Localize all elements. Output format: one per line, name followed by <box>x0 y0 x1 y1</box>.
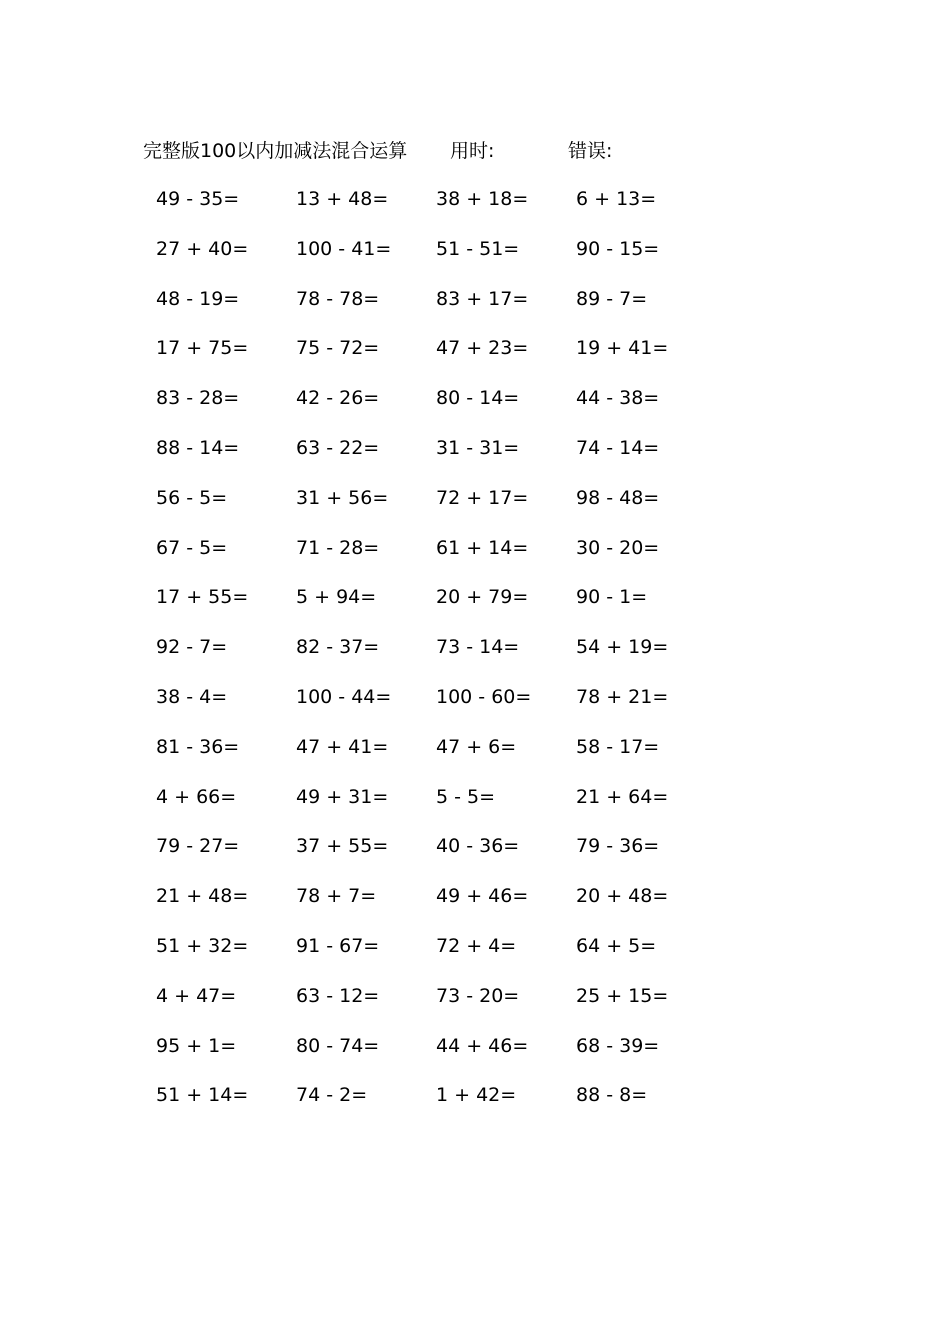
problem-row <box>140 1031 700 1081</box>
math-problem: 4 + 66= <box>156 785 237 808</box>
math-problem: 40 - 36= <box>436 835 520 858</box>
math-problem: 80 - 74= <box>296 1034 380 1057</box>
math-problem: 48 - 19= <box>156 287 240 310</box>
math-problem: 51 + 14= <box>156 1084 249 1107</box>
math-problem: 25 + 15= <box>576 984 669 1007</box>
math-problem: 49 + 46= <box>436 885 529 908</box>
problem-row <box>140 1080 700 1130</box>
math-problem: 4 + 47= <box>156 984 237 1007</box>
problem-row <box>140 333 700 383</box>
math-problem: 31 + 56= <box>296 486 389 509</box>
math-problem: 56 - 5= <box>156 486 228 509</box>
problem-row <box>140 184 700 234</box>
math-problem: 13 + 48= <box>296 188 389 210</box>
problem-row <box>140 284 700 334</box>
math-problem: 81 - 36= <box>156 735 240 758</box>
math-problem: 72 + 17= <box>436 486 529 509</box>
math-problem: 49 + 31= <box>296 785 389 808</box>
worksheet-title: 完整版100以内加减法混合运算 <box>143 140 408 162</box>
math-problem: 63 - 22= <box>296 436 380 459</box>
math-problem: 75 - 72= <box>296 337 380 360</box>
math-problem: 20 + 79= <box>436 586 529 609</box>
problem-row <box>140 582 700 632</box>
math-problem: 78 + 21= <box>576 685 669 708</box>
problem-row <box>140 831 700 881</box>
math-problem: 83 - 28= <box>156 387 240 410</box>
math-problem: 44 + 46= <box>436 1034 529 1057</box>
math-problem: 100 - 60= <box>436 685 532 708</box>
math-problem: 47 + 6= <box>436 735 517 758</box>
math-problem: 64 + 5= <box>576 934 657 957</box>
math-problem: 82 - 37= <box>296 636 380 659</box>
problem-row <box>140 234 700 284</box>
math-problem: 72 + 4= <box>436 934 517 957</box>
math-problem: 74 - 14= <box>576 436 660 459</box>
math-problem: 31 - 31= <box>436 436 520 459</box>
math-problem: 63 - 12= <box>296 984 380 1007</box>
problem-row <box>140 981 700 1031</box>
math-problem: 89 - 7= <box>576 287 648 310</box>
problem-row <box>140 881 700 931</box>
problem-row <box>140 931 700 981</box>
problem-row <box>140 682 700 732</box>
math-problem: 42 - 26= <box>296 387 380 410</box>
math-problem: 1 + 42= <box>436 1084 517 1107</box>
math-problem: 21 + 64= <box>576 785 669 808</box>
math-problem: 73 - 14= <box>436 636 520 659</box>
problem-row <box>140 433 700 483</box>
math-problem: 80 - 14= <box>436 387 520 410</box>
math-problem: 74 - 2= <box>296 1084 368 1107</box>
problem-grid <box>140 184 700 1130</box>
math-problem: 21 + 48= <box>156 885 249 908</box>
math-problem: 49 - 35= <box>156 188 240 210</box>
math-problem: 90 - 15= <box>576 237 660 260</box>
problem-row <box>140 383 700 433</box>
math-problem: 91 - 67= <box>296 934 380 957</box>
math-problem: 79 - 36= <box>576 835 660 858</box>
math-problem: 19 + 41= <box>576 337 669 360</box>
math-problem: 88 - 8= <box>576 1084 648 1107</box>
math-problem: 51 - 51= <box>436 237 520 260</box>
math-problem: 38 - 4= <box>156 685 228 708</box>
math-problem: 71 - 28= <box>296 536 380 559</box>
math-problem: 5 - 5= <box>436 785 496 808</box>
math-problem: 90 - 1= <box>576 586 648 609</box>
math-problem: 17 + 75= <box>156 337 249 360</box>
time-used-label: 用时: <box>450 140 495 162</box>
math-problem: 58 - 17= <box>576 735 660 758</box>
math-problem: 100 - 41= <box>296 237 392 260</box>
math-problem: 95 + 1= <box>156 1034 237 1057</box>
math-problem: 38 + 18= <box>436 188 529 210</box>
problem-row <box>140 483 700 533</box>
math-problem: 79 - 27= <box>156 835 240 858</box>
math-problem: 78 + 7= <box>296 885 377 908</box>
math-problem: 73 - 20= <box>436 984 520 1007</box>
math-problem: 100 - 44= <box>296 685 392 708</box>
problem-row <box>140 782 700 832</box>
worksheet-header <box>143 136 843 166</box>
math-problem: 54 + 19= <box>576 636 669 659</box>
math-problem: 37 + 55= <box>296 835 389 858</box>
math-problem: 6 + 13= <box>576 188 657 210</box>
math-problem: 92 - 7= <box>156 636 228 659</box>
math-problem: 98 - 48= <box>576 486 660 509</box>
math-problem: 5 + 94= <box>296 586 377 609</box>
math-problem: 51 + 32= <box>156 934 249 957</box>
math-problem: 17 + 55= <box>156 586 249 609</box>
math-problem: 83 + 17= <box>436 287 529 310</box>
math-problem: 78 - 78= <box>296 287 380 310</box>
math-problem: 27 + 40= <box>156 237 249 260</box>
math-problem: 20 + 48= <box>576 885 669 908</box>
problem-row <box>140 632 700 682</box>
math-problem: 47 + 23= <box>436 337 529 360</box>
math-problem: 68 - 39= <box>576 1034 660 1057</box>
problem-row <box>140 732 700 782</box>
math-problem: 67 - 5= <box>156 536 228 559</box>
math-problem: 61 + 14= <box>436 536 529 559</box>
math-problem: 44 - 38= <box>576 387 660 410</box>
problem-row <box>140 533 700 583</box>
math-problem: 88 - 14= <box>156 436 240 459</box>
math-problem: 30 - 20= <box>576 536 660 559</box>
math-problem: 47 + 41= <box>296 735 389 758</box>
error-count-label: 错误: <box>568 140 613 162</box>
